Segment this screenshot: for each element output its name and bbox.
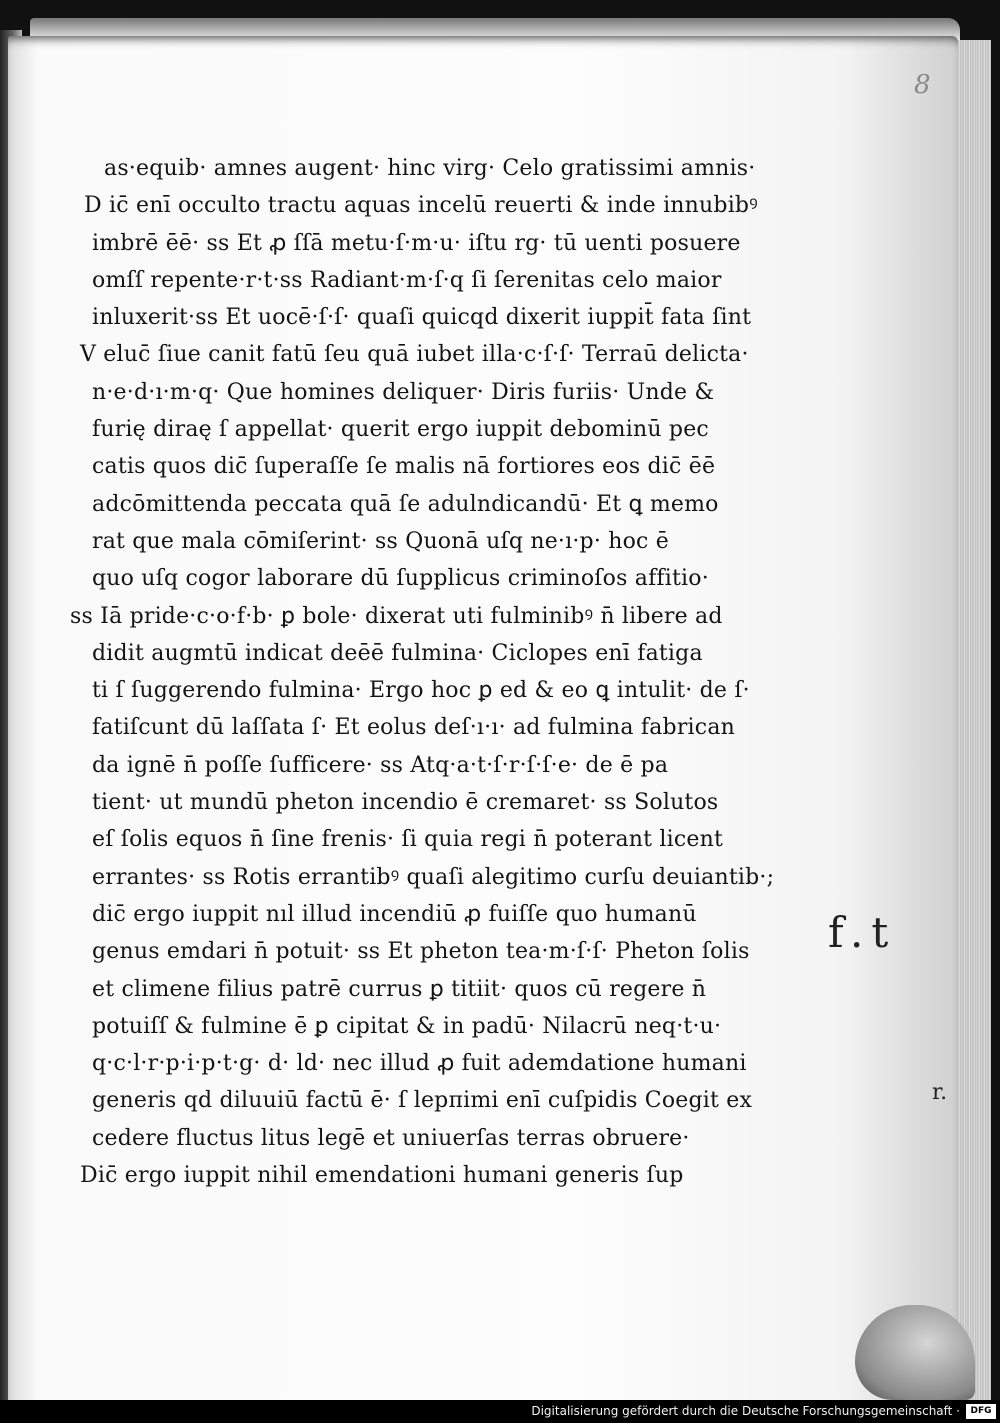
dfg-logo-icon: DFG xyxy=(966,1404,996,1419)
text-line: imbrē ēē· ss Et ꝓ ſſā metu·ſ·m·u· iſtu rg· tū uenti posuere xyxy=(92,230,741,256)
text-line: didit augmtū indicat deēē fulmina· Ciclopes enī fatiga xyxy=(92,640,703,666)
text-line: as·equib· amnes augent· hinc virg· Celo gratissimi amnis· xyxy=(104,156,756,181)
text-line: ss Iā pride·c·o·f·b· ꝑ bole· dixerat uti fulminibꝰ n̄ libere ad xyxy=(70,603,723,629)
folio-number: 8 xyxy=(914,70,931,100)
text-line: tient· ut mundū pheton incendio ē cremaret· ss Solutos xyxy=(92,790,719,816)
text-line: V eluc̄ ſiue canit fatū ſeu quā iubet illa·c·ſ·ſ· Terraū delicta· xyxy=(80,342,749,368)
text-line: rat que mala cōmiſerint· ss Quonā uſq ne·ı·p· hoc ē xyxy=(92,528,669,554)
text-line: n·e·d·ı·m·q· Que homines deliquer· Diris furiis· Unde & xyxy=(92,379,715,405)
text-line: potuiſſ & fulmine ē ꝑ cipitat & in padū· Nilacrū neq·t·u· xyxy=(92,1013,722,1039)
text-line: dic̄ ergo iuppit nıl illud incendiū ꝓ fuiſſe quo humanū xyxy=(92,901,697,927)
margin-annotation: f.t xyxy=(828,908,897,957)
text-line: errantes· ss Rotis errantibꝰ quaſi alegitimo curſu deuiantib·; xyxy=(92,864,775,890)
text-line: fatiſcunt dū laſſata ſ· Et eolus deſ·ı·ı· ad fulmina fabrican xyxy=(92,715,736,741)
text-line: adcōmittenda peccata quā ſe adulndicandū· Et ꝗ memo xyxy=(92,491,719,517)
text-line: quo uſq cogor laborare dū ſupplicus criminoſos affitio· xyxy=(92,566,709,592)
text-line: genus emdari n̄ potuit· ss Et pheton tea·m·ſ·ſ· Pheton ſolis xyxy=(92,939,750,965)
text-line: inluxerit·ss Et uocē·ſ·ſ· quaſi quicqd dixerit iuppit̄ fata ſint xyxy=(92,305,752,331)
text-line: catis quos dic̄ ſuperaſſe ſe malis nā fortiores eos dic̄ ēē xyxy=(92,454,716,480)
funding-credit: Digitalisierung gefördert durch die Deutsche Forschungsgemeinschaft · xyxy=(531,1404,960,1418)
text-line: eſ ſolis equos n̄ ſine frenis· ſi quia regi n̄ poterant licent xyxy=(92,827,724,853)
text-line: D ic̄ enī occulto tractu aquas incelū reuerti & inde innubibꝰ xyxy=(84,193,758,219)
text-line: ti ſ ſuggerendo fulmina· Ergo hoc ꝑ ed & eo ꝗ intulit· de ſ· xyxy=(92,678,750,704)
text-line: omſſ repente·r·t·ss Radiant·m·ſ·q ſi ſerenitas celo maior xyxy=(92,267,722,293)
footer-bar xyxy=(0,1400,1000,1423)
text-line: et climene filius patrē currus ꝑ titiit· quos cū regere n̄ xyxy=(92,976,707,1002)
text-line: cedere fluctus litus legē et uniuerſas terras obruere· xyxy=(92,1125,690,1151)
margin-mark-right: r. xyxy=(932,1080,948,1105)
text-line: generis qd diluuiū factū ē· ſ lepπimi enī cuſpidis Coegit ex xyxy=(92,1088,753,1114)
text-line: q·c·l·r·p·i·p·t·g· d· ld· nec illud ꝓ fuit ademdatione humani xyxy=(92,1051,747,1077)
text-line: furię diraę ſ appellat· querit ergo iuppit debominū pec xyxy=(92,417,709,443)
text-line: Dic̄ ergo iuppit nihil emendationi humani generis ſup xyxy=(80,1163,684,1189)
manuscript-text xyxy=(70,150,840,1194)
text-line: da ignē n̄ poſſe ſufficere· ss Atq·a·t·ſ·r·ſ·ſ·e· de ē pa xyxy=(92,752,669,778)
